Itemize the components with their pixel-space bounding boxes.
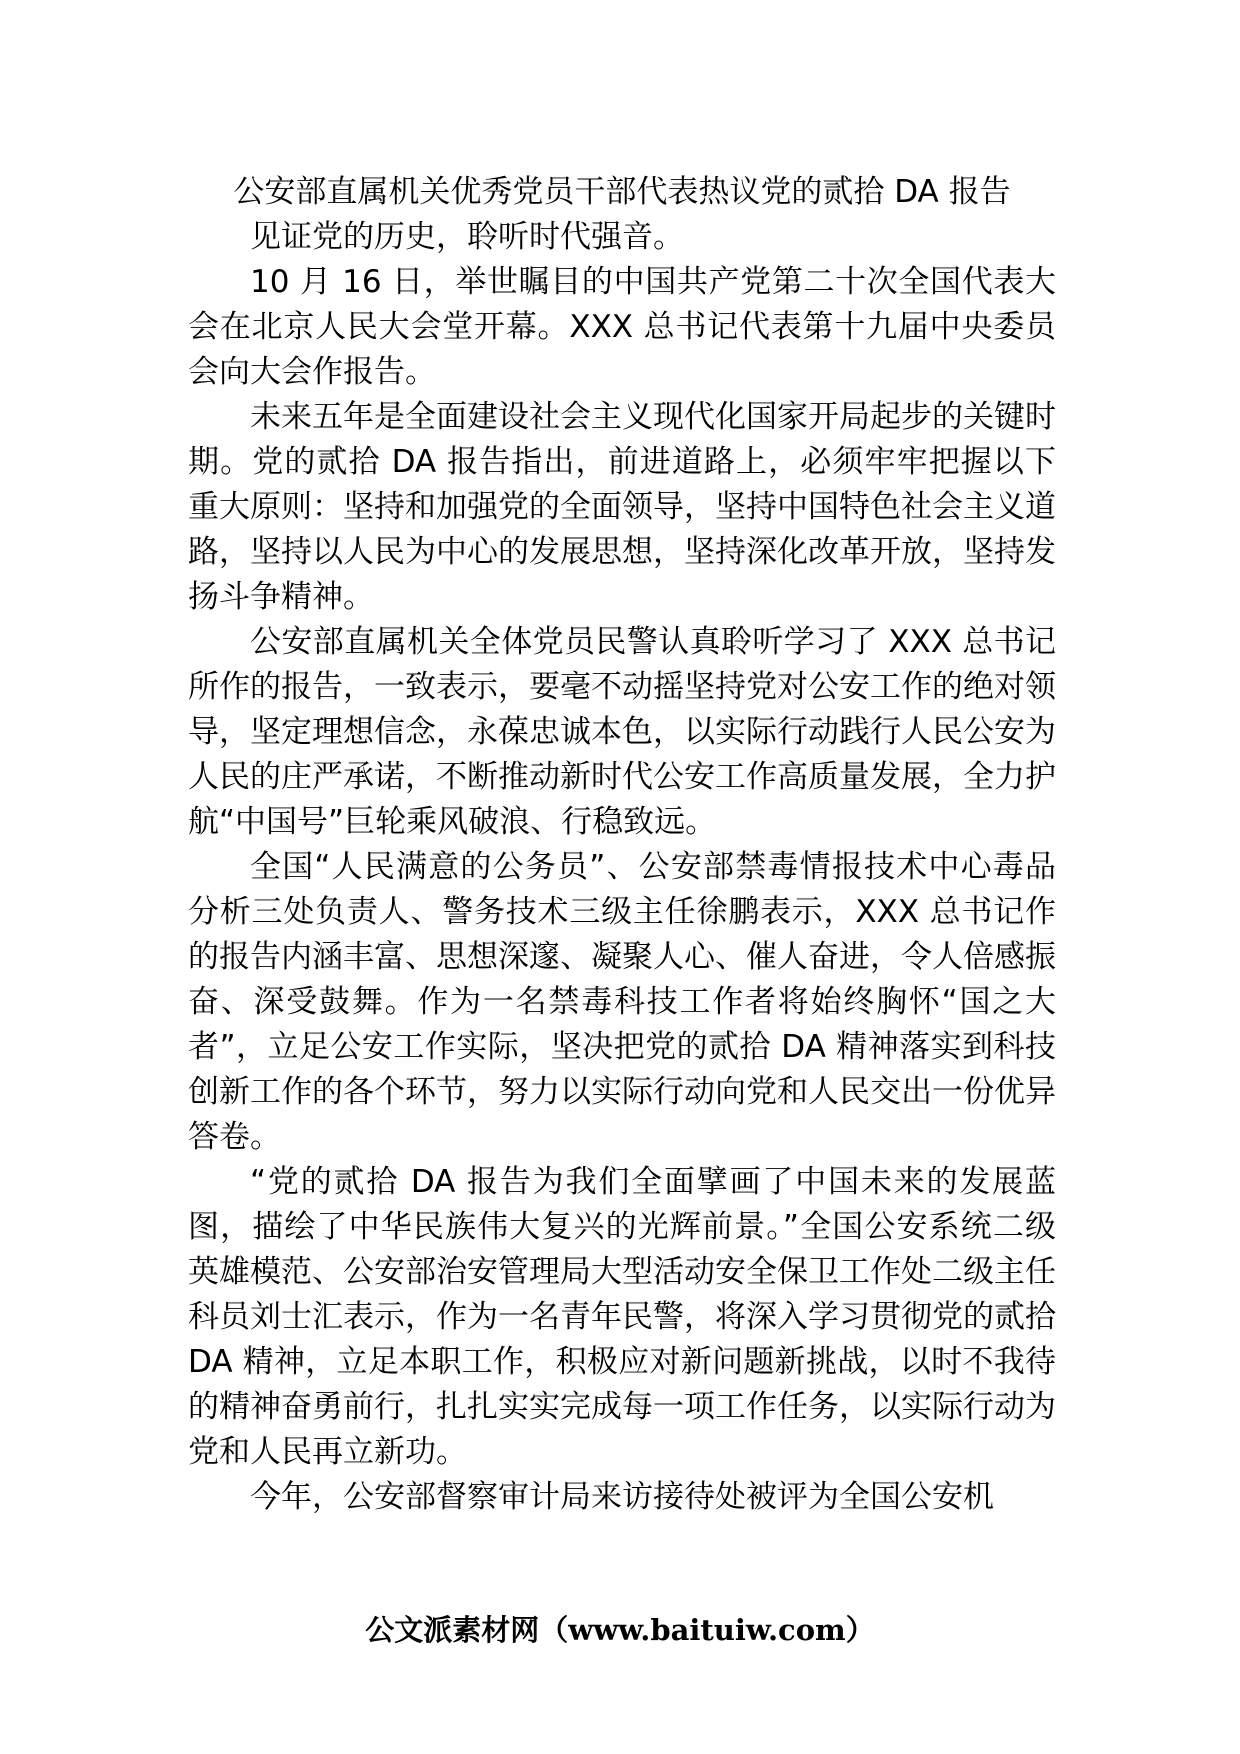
paragraph-7: 今年，公安部督察审计局来访接待处被评为全国公安机: [250, 1479, 994, 1515]
page-footer: 公文派素材网（www.baituiw.com）: [365, 1613, 875, 1647]
document-title: 公安部直属机关优秀党员干部代表热议党的贰拾 DA 报告: [233, 174, 1011, 210]
document-body: [188, 170, 1056, 1520]
paragraph-5: 全国“人民满意的公务员”、公安部禁毒情报技术中心毒品分析三处负责人、警务技术三级主任徐鹏表示，XXX 总书记作的报告内涵丰富、思想深邃、凝聚人心、催人奋进，令人倍感振奋、深受鼓舞。作为一名禁毒科技工作者将始终胸怀“国之大者”，立足公安工作实际，坚决把党的贰拾 DA 精神落实到科技创新工作的各个环节，努力以实际行动向党和人民交出一份优异答卷。: [188, 849, 1056, 1155]
paragraph-4: 公安部直属机关全体党员民警认真聆听学习了 XXX 总书记所作的报告，一致表示，要毫不动摇坚持党对公安工作的绝对领导，坚定理想信念，永葆忠诚本色，以实际行动践行人民公安为人民的庄严承诺，不断推动新时代公安工作高质量发展，全力护航“中国号”巨轮乘风破浪、行稳致远。: [188, 624, 1056, 840]
paragraph-6: “党的贰拾 DA 报告为我们全面擘画了中国未来的发展蓝图，描绘了中华民族伟大复兴的光辉前景。”全国公安系统二级英雄模范、公安部治安管理局大型活动安全保卫工作处二级主任科员刘士汇表示，作为一名青年民警，将深入学习贯彻党的贰拾 DA 精神，立足本职工作，积极应对新问题新挑战，以时不我待的精神奋勇前行，扎扎实实完成每一项工作任务，以实际行动为党和人民再立新功。: [188, 1164, 1056, 1470]
paragraph-3: 未来五年是全面建设社会主义现代化国家开局起步的关键时期。党的贰拾 DA 报告指出，前进道路上，必须牢牢把握以下重大原则：坚持和加强党的全面领导，坚持中国特色社会主义道路，坚持以人民为中心的发展思想，坚持深化改革开放，坚持发扬斗争精神。: [188, 399, 1056, 615]
paragraph-1: 见证党的历史，聆听时代强音。: [250, 219, 684, 255]
paragraph-2: 10 月 16 日，举世瞩目的中国共产党第二十次全国代表大会在北京人民大会堂开幕。XXX 总书记代表第十九届中央委员会向大会作报告。: [188, 264, 1056, 390]
